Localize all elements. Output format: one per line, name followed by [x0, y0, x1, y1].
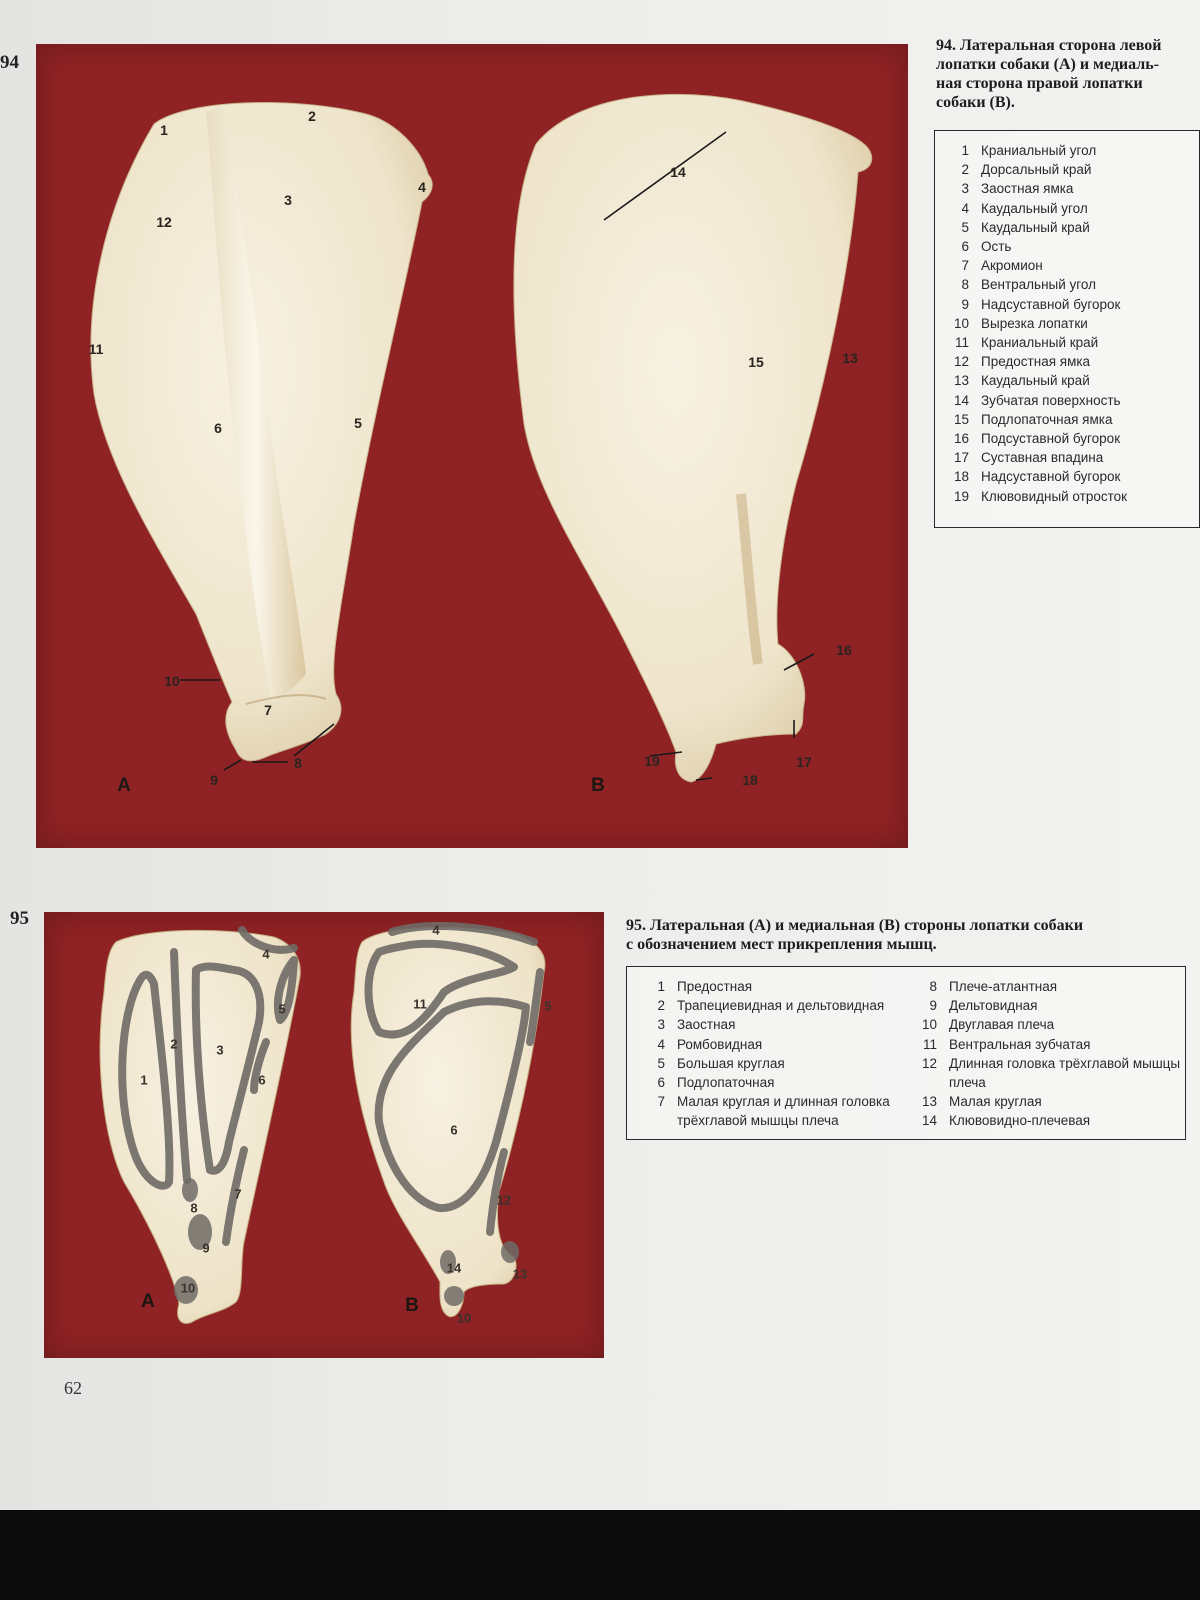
legend-item [631, 977, 893, 996]
legend-94-list [935, 141, 1197, 506]
label-95a-9: 9 [202, 1240, 210, 1256]
view-label-95-a: A [141, 1291, 155, 1312]
figure-94-legend [934, 130, 1200, 528]
label-95b-6: 6 [450, 1122, 458, 1138]
label-94b-19: 19 [644, 753, 660, 769]
legend-item-text: Каудальный угол [981, 200, 1088, 216]
label-95a-7: 7 [234, 1186, 242, 1202]
legend-item [631, 1015, 893, 1034]
legend-item-text: Ость [981, 239, 1012, 255]
legend-item-number: 11 [922, 1036, 937, 1052]
label-94a-3: 3 [284, 192, 292, 208]
label-95b-13: 13 [512, 1266, 528, 1282]
legend-item [935, 141, 1197, 160]
scapula-muscle-map-95 [44, 912, 604, 1358]
legend-item [903, 996, 1181, 1015]
legend-item-number: 18 [953, 469, 969, 485]
legend-item [935, 333, 1197, 352]
legend-item [935, 391, 1197, 410]
label-94a-9: 9 [210, 772, 218, 788]
legend-item-text: Заостная [677, 1017, 736, 1033]
label-95a-4: 4 [262, 946, 270, 962]
legend-item-text: Заостная ямка [981, 181, 1074, 197]
legend-item-number: 6 [657, 1075, 665, 1091]
legend-item-number: 9 [929, 998, 937, 1014]
label-95b-4: 4 [432, 922, 440, 938]
label-94b-15: 15 [748, 354, 764, 370]
legend-item-text: Предостная ямка [981, 354, 1091, 370]
legend-item-number: 4 [961, 200, 969, 216]
legend-item-text: Малая круглая [949, 1094, 1042, 1110]
legend-95-right-column [903, 977, 1181, 1131]
legend-item [935, 487, 1197, 506]
view-label-94-b: B [591, 775, 605, 796]
legend-item-number: 13 [953, 373, 969, 389]
muscle-area-b-13 [501, 1241, 519, 1263]
label-94a-11: 11 [88, 341, 104, 357]
figure-94-caption [936, 36, 1196, 112]
legend-item-number: 16 [953, 431, 969, 447]
label-94a-12: 12 [156, 214, 172, 230]
legend-item-text: Надсуставной бугорок [981, 296, 1121, 312]
legend-item-text: Краниальный угол [981, 143, 1097, 158]
figure-94-photo [36, 44, 908, 848]
legend-item-number: 3 [657, 1017, 665, 1033]
legend-item-text: Акромион [981, 258, 1043, 274]
legend-item-text: Ромбовидная [677, 1036, 763, 1052]
legend-item-text: Дорсальный край [981, 162, 1092, 178]
legend-item-text: Каудальный край [981, 219, 1090, 235]
caption-94-line-3: ная сторона правой лопатки [936, 75, 1143, 92]
legend-item [903, 1035, 1181, 1054]
legend-item-number: 10 [953, 315, 969, 331]
legend-item-number: 9 [961, 296, 969, 312]
label-95a-6: 6 [258, 1072, 266, 1088]
legend-item-number: 1 [961, 143, 969, 158]
legend-item-number: 12 [921, 1055, 937, 1071]
label-95b-12: 12 [496, 1192, 512, 1208]
legend-item [935, 199, 1197, 218]
legend-item-text: Вырезка лопатки [981, 315, 1088, 331]
legend-item [935, 410, 1197, 429]
legend-item-text: Трапециевидная и дельтовидная [677, 998, 885, 1014]
legend-item [631, 1054, 893, 1073]
label-95b-14: 14 [446, 1260, 462, 1276]
label-95b-10: 10 [456, 1310, 472, 1326]
label-94a-10: 10 [164, 673, 180, 689]
legend-item [935, 371, 1197, 390]
legend-item-number: 3 [961, 181, 969, 197]
figure-95-photo [44, 912, 604, 1358]
legend-item [935, 237, 1197, 256]
label-94a-2: 2 [308, 108, 316, 124]
figure-94-number: 94 [0, 52, 19, 73]
legend-item [903, 1054, 1181, 1092]
figure-95-caption [626, 916, 1186, 954]
legend-item-number: 2 [961, 162, 969, 178]
legend-item-number: 8 [961, 277, 969, 293]
legend-item [903, 1111, 1181, 1130]
legend-item [631, 996, 893, 1015]
label-95a-3: 3 [216, 1042, 224, 1058]
label-95a-8: 8 [190, 1200, 198, 1216]
label-94a-1: 1 [160, 122, 168, 138]
legend-item [935, 160, 1197, 179]
legend-item [903, 977, 1181, 996]
muscle-area-b-10 [444, 1286, 464, 1306]
legend-item [935, 467, 1197, 486]
label-94b-18: 18 [742, 772, 758, 788]
label-95a-10: 10 [180, 1280, 196, 1296]
label-94b-14: 14 [670, 164, 686, 180]
legend-item-text: Подсуставной бугорок [981, 431, 1121, 447]
legend-item-text: Большая круглая [677, 1055, 785, 1071]
legend-item [903, 1092, 1181, 1111]
figure-95-legend [626, 966, 1186, 1140]
legend-item-text: Подлопаточная [677, 1075, 775, 1091]
legend-item [935, 275, 1197, 294]
legend-item [935, 352, 1197, 371]
caption-95-line-2: с обозначением мест прикрепления мышц. [626, 936, 937, 953]
legend-item-number: 4 [657, 1036, 665, 1052]
label-95a-2: 2 [170, 1036, 178, 1052]
legend-item-text: Суставная впадина [981, 450, 1104, 466]
legend-item [935, 256, 1197, 275]
legend-item [935, 429, 1197, 448]
page-number: 62 [64, 1378, 82, 1398]
legend-item [935, 218, 1197, 237]
label-95b-5: 5 [544, 998, 552, 1014]
legend-item [935, 295, 1197, 314]
legend-item-text: Вентральная зубчатая [949, 1036, 1091, 1052]
legend-item-number: 19 [953, 488, 969, 504]
legend-item-number: 1 [657, 979, 665, 994]
legend-item [631, 1073, 893, 1092]
label-95b-11: 11 [413, 996, 427, 1012]
legend-item-number: 10 [921, 1017, 937, 1033]
legend-item-number: 8 [929, 979, 937, 994]
legend-item-text: Клювовидно-плечевая [949, 1113, 1091, 1129]
legend-item [631, 1035, 893, 1054]
label-94b-17: 17 [796, 754, 812, 770]
legend-item-text: Предостная [677, 979, 753, 994]
figure-95-number: 95 [10, 908, 29, 929]
legend-item-number: 5 [961, 219, 969, 235]
legend-item-number: 11 [954, 335, 969, 351]
legend-item-number: 7 [657, 1094, 665, 1110]
legend-item-number: 6 [961, 239, 969, 255]
legend-item [631, 1092, 893, 1130]
legend-item-text: Длинная головка трёхглавой мышцы плеча [949, 1055, 1181, 1091]
legend-item [903, 1015, 1181, 1034]
legend-item-text: Каудальный край [981, 373, 1090, 389]
legend-item-number: 5 [657, 1055, 665, 1071]
label-95a-1: 1 [140, 1072, 148, 1088]
legend-item-text: Двуглавая плеча [949, 1017, 1055, 1033]
label-94a-5: 5 [354, 415, 362, 431]
scapula-b-medial [514, 94, 872, 782]
legend-item-text: Краниальный край [981, 335, 1099, 351]
legend-item-text: Вентральный угол [981, 277, 1096, 293]
label-94a-6: 6 [214, 420, 222, 436]
muscle-area-8 [182, 1178, 198, 1202]
legend-item-number: 17 [953, 450, 969, 466]
label-94b-13: 13 [842, 350, 858, 366]
label-95a-5: 5 [278, 1001, 286, 1017]
legend-95-left-column [631, 977, 893, 1131]
legend-item-text: Подлопаточная ямка [981, 411, 1113, 427]
legend-item [935, 314, 1197, 333]
caption-94-line-1: 94. Латеральная сторона левой [936, 37, 1162, 54]
label-94a-4: 4 [418, 179, 426, 195]
legend-item [935, 448, 1197, 467]
legend-item-number: 12 [953, 354, 969, 370]
legend-item [935, 179, 1197, 198]
label-94a-7: 7 [264, 702, 272, 718]
legend-item-text: Надсуставной бугорок [981, 469, 1121, 485]
legend-item-text: Малая круглая и длинная головка трёхглавой мышцы плеча [677, 1094, 890, 1129]
legend-item-number: 14 [953, 392, 969, 408]
legend-item-text: Плече-атлантная [949, 979, 1058, 994]
view-label-95-b: B [405, 1295, 419, 1316]
caption-94-line-4: собаки (В). [936, 94, 1015, 111]
scapula-photo-94 [36, 44, 908, 848]
view-label-94-a: A [117, 775, 131, 796]
legend-item-text: Зубчатая поверхность [981, 392, 1121, 408]
legend-item-number: 2 [657, 998, 665, 1014]
legend-item-text: Клювовидный отросток [981, 488, 1128, 504]
legend-item-number: 14 [921, 1113, 937, 1129]
legend-item-number: 7 [961, 258, 969, 274]
caption-95-line-1: 95. Латеральная (А) и медиальная (В) стороны лопатки собаки [626, 917, 1084, 934]
legend-item-text: Дельтовидная [949, 998, 1038, 1014]
label-94a-8: 8 [294, 755, 302, 771]
legend-item-number: 15 [953, 411, 969, 427]
legend-item-number: 13 [921, 1094, 937, 1110]
caption-94-line-2: лопатки собаки (А) и медиаль- [936, 56, 1160, 73]
label-94b-16: 16 [836, 642, 852, 658]
